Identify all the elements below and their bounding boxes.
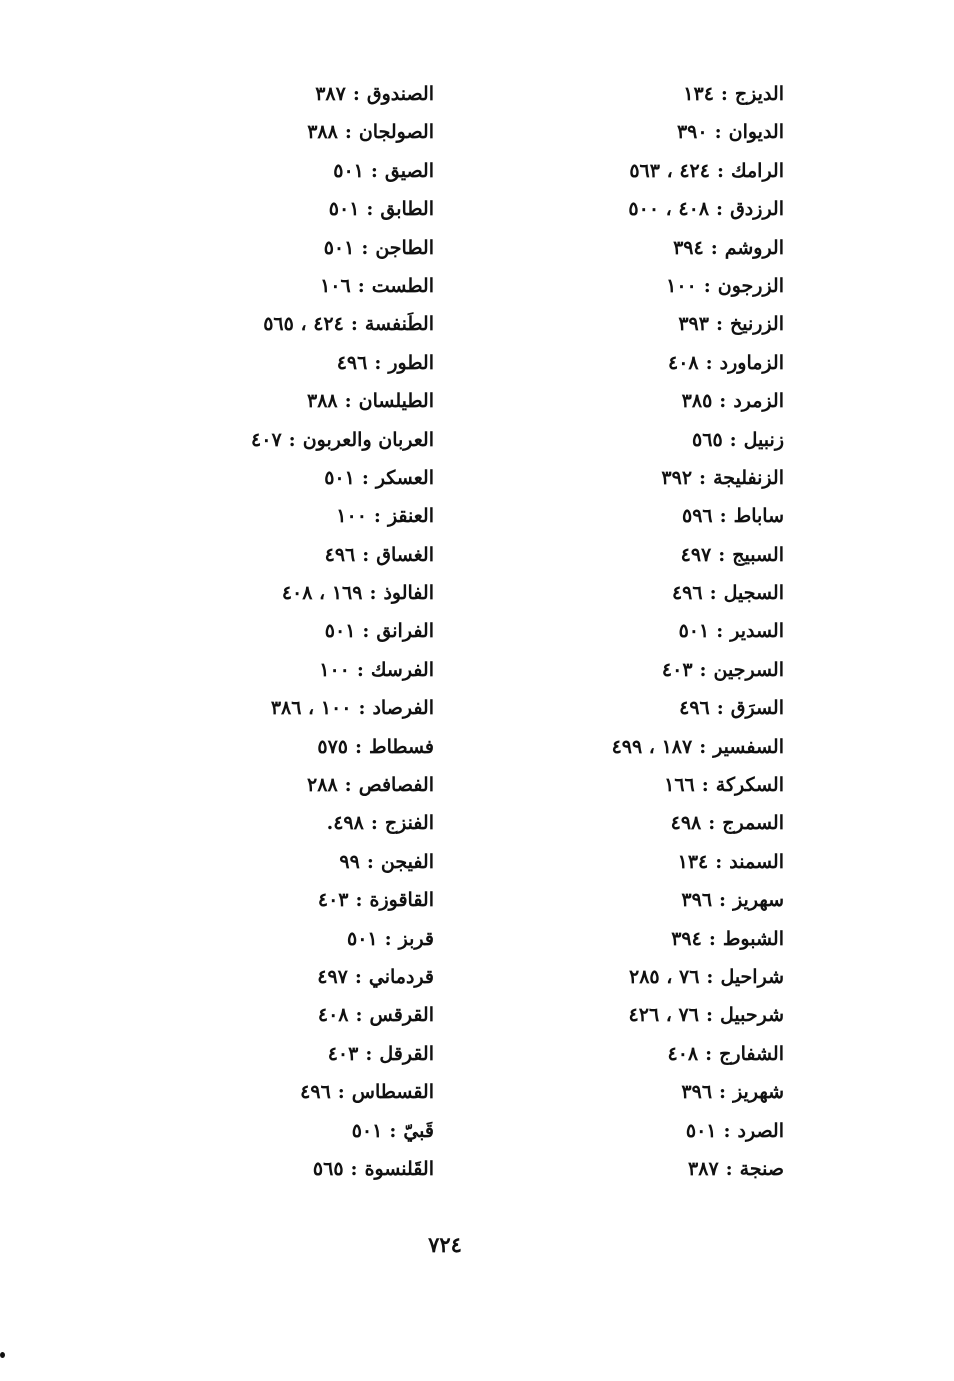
index-separator: : [357,274,365,297]
index-term: السكركة [715,774,784,797]
index-term: العربان والعربون [302,428,434,451]
index-entry [524,843,784,881]
index-separator: : [716,697,724,720]
index-page-refs: ٤٢٤ ، ٥٦٣ [629,159,710,182]
index-entry [174,267,434,305]
index-entry [524,574,784,612]
index-term: الشفارج [719,1042,784,1065]
index-entry [524,459,784,497]
index-separator: : [362,620,370,643]
index-column-left [174,75,434,1188]
index-page-refs: ١٣٤ [677,850,709,873]
index-entry [174,1112,434,1150]
index-separator: : [358,697,366,720]
index-separator: : [708,812,716,835]
index-page-refs: ١٦٩ ، ٤٠٨ [281,582,363,605]
index-term: فسطاط [369,735,434,758]
index-page-refs: ٤٩٧ [680,543,712,566]
index-term: الصولجان [358,121,434,144]
index-separator: : [710,236,718,259]
index-page-refs: ٥٠١ [323,236,355,259]
index-term: ساباط [733,505,784,528]
index-separator: : [719,390,727,413]
index-entry [174,459,434,497]
index-term: العنقز [387,505,434,528]
index-entry [174,612,434,650]
index-page-refs: ١٠٠ [666,274,697,297]
index-term: السمند [729,850,784,873]
index-term: الطاجن [375,236,434,259]
index-separator: : [361,466,369,489]
index-page-refs: ٣٩٦ [681,1081,713,1104]
index-entry [524,344,784,382]
index-page-refs: ٤٩٨ [670,812,702,835]
index-term: الزنفليجة [713,466,784,489]
index-column-right [524,75,784,1188]
index-entry [174,229,434,267]
index-separator: : [384,927,392,950]
index-entry [524,305,784,343]
index-page-refs: ٥٩٦ [682,505,713,528]
index-entry [174,1035,434,1073]
index-page-refs: ٤٠٨ [317,1004,349,1027]
index-entry [524,497,784,535]
index-separator: : [720,83,728,105]
index-entry [174,305,434,343]
index-separator: : [288,428,296,451]
index-term: الديوان [728,121,784,144]
index-term: الديزج [734,83,784,105]
index-term: الزرجون [717,274,784,297]
index-page-refs: ٤٠٣ [317,889,349,912]
index-term: القَلنسوة [364,1157,434,1180]
index-page-refs: ٤٩٦ [679,697,710,720]
index-separator: : [337,1081,345,1104]
index-separator: : [370,812,378,835]
index-entry [524,766,784,804]
index-separator: : [366,850,374,873]
index-entry [174,113,434,151]
index-term: الروشم [724,236,784,259]
index-separator: : [369,582,377,605]
index-entry [524,728,784,766]
index-separator: : [718,543,726,566]
index-entry [174,804,434,842]
index-term: الفرانق [376,620,434,643]
index-separator: : [352,83,360,105]
index-separator: : [719,1081,727,1104]
index-term: الرامك [730,159,784,182]
index-page-refs: ٤٠٨ [667,1042,699,1065]
index-separator: : [705,1042,713,1065]
index-entry [174,1073,434,1111]
index-term: الشبوط [722,927,784,950]
index-entry [174,1150,434,1188]
index-term: الصرد [737,1119,784,1142]
index-term: القاقوزة [369,889,434,912]
index-entry [524,113,784,151]
index-separator: : [366,198,374,221]
index-term: السجيل [723,582,784,605]
index-page-refs: ٥٠١ [328,198,360,221]
index-separator: : [715,850,723,873]
index-separator: : [350,1157,358,1180]
index-separator: : [729,428,737,451]
index-entry [174,728,434,766]
index-separator: : [725,1157,733,1180]
index-term: قَبيّ [403,1119,434,1142]
index-page-refs: ٣٨٧ [315,83,346,105]
index-page-refs: ٥٠١ [324,620,356,643]
index-page-refs: ٤٠٨ [668,351,699,374]
index-separator: : [350,313,358,336]
index-page-refs: ٥٠١ [333,159,364,182]
index-term: الفرصاد [372,697,434,720]
index-entry [524,536,784,574]
index-term: الزمرد [733,390,784,413]
index-entry [524,958,784,996]
index-entry [174,996,434,1034]
index-page-refs: ٩٩ [339,850,360,873]
index-term: الفرسك [370,658,434,681]
index-entry [524,421,784,459]
index-term: شراحيل [720,965,784,988]
index-entry [174,344,434,382]
index-entry [524,1073,784,1111]
index-entry [174,75,434,113]
index-page-refs: ٣٨٨ [306,390,338,413]
index-separator: : [354,965,362,988]
index-page-refs: ٤٠٧ [251,428,282,451]
index-separator: : [719,505,727,528]
index-term: الطست [371,274,434,297]
index-term: القسطاس [351,1081,434,1104]
index-entry [524,920,784,958]
index-entry [524,267,784,305]
index-term: القرقس [369,1004,434,1027]
index-separator: : [365,1042,373,1065]
index-term: صنجة [739,1157,784,1180]
index-page-refs: ٤٩٦ [671,582,703,605]
index-entry [524,1150,784,1188]
index-separator: : [355,889,363,912]
index-page-refs: ٣٩٤ [671,927,702,950]
index-entry [174,651,434,689]
index-page-refs: ٣٩٠ [676,121,708,144]
index-page-refs: ٣٩٤ [673,236,704,259]
index-entry [174,382,434,420]
index-page-refs: ٥٠١ [685,1119,717,1142]
index-page-refs: ٤٩٧ [317,965,348,988]
index-term: الصندوق [366,83,434,105]
index-term: الفنزج [384,812,434,835]
index-page-refs: ٤٩٦ [300,1081,331,1104]
index-page-refs: ١٠٠ [336,505,367,528]
index-term: العسكر [375,466,434,489]
index-page-refs: ١٨٧ ، ٤٩٩ [611,735,693,758]
index-separator: : [356,658,364,681]
index-entry [524,996,784,1034]
index-entry [174,497,434,535]
index-entry [524,190,784,228]
index-term: الطور [388,351,434,374]
index-separator: : [699,466,707,489]
index-separator: : [344,121,352,144]
index-separator: : [389,1119,397,1142]
index-entry [174,152,434,190]
index-separator: : [723,1119,731,1142]
index-term: الرزدق [730,198,784,221]
index-separator: : [716,620,724,643]
index-page-refs: ٥٠١ [351,1119,383,1142]
index-term: الفصافص [358,774,434,797]
index-page-refs: ٣٨٥ [681,390,713,413]
index-page-refs: ١٣٤ [683,83,714,105]
index-term: الزماورد [719,351,784,374]
index-separator: : [708,927,716,950]
index-term: السدير [730,620,784,643]
index-separator: : [716,159,724,182]
index-page-refs: ٣٨٧ [688,1157,719,1180]
index-page-refs: ٥٠١ [324,466,355,489]
index-separator: : [370,159,378,182]
index-separator: : [699,735,707,758]
index-entry [524,612,784,650]
index-page-refs: ٧٦ ، ٢٨٥ [629,965,700,988]
index-separator: : [699,658,707,681]
index-separator: : [705,1004,713,1027]
index-term: قربز [398,927,434,950]
index-page-refs: ٣٩٣ [678,313,709,336]
index-entry [524,804,784,842]
index-page-refs: ١٠٠ [319,658,350,681]
index-term: قردماني [368,965,434,988]
index-separator: : [716,198,724,221]
index-term: الغساق [376,543,434,566]
index-entry [174,766,434,804]
page-number: ٧٢٤ [428,1232,462,1257]
index-page-refs: ٤٩٦ [336,351,368,374]
index-term: الطَنفسة [364,313,434,336]
index-separator: : [701,774,709,797]
index-term: الصيق [384,159,434,182]
index-separator: : [705,351,713,374]
index-term: السفسير [713,735,784,758]
index-term: الطيلسان [358,390,434,413]
index-page-refs: ٤٢٤ ، ٥٦٥ [263,313,344,336]
index-entry [174,843,434,881]
index-page-refs: ١٠٠ ، ٣٨٦ [270,697,352,720]
index-separator: : [362,543,370,566]
index-term: شرحبيل [719,1004,784,1027]
index-page-refs: ٤٠٣ [327,1042,359,1065]
index-page-refs: ٥٧٥ [317,735,348,758]
index-term: السرَق [730,697,784,720]
index-entry [524,881,784,919]
index-page-refs: ٥٦٥ [312,1157,344,1180]
index-separator: : [355,735,363,758]
index-term: شهريز [733,1081,784,1104]
index-page-refs: ٣٩٢ [661,466,693,489]
index-entry [174,881,434,919]
index-entry [524,1112,784,1150]
index-term: الزرنيخ [729,313,784,336]
index-term: سهريز [733,889,784,912]
scan-speck [0,1352,5,1358]
index-term: زنبيل [743,428,784,451]
index-term: السبيج [732,543,784,566]
index-entry [524,75,784,113]
index-term: القرقل [379,1042,434,1065]
index-page-refs: ٤٩٨. [326,812,364,835]
index-entry [174,190,434,228]
index-page-refs: ٤٠٨ ، ٥٠٠ [628,198,710,221]
index-separator: : [714,121,722,144]
index-page-refs: ٣٨٨ [307,121,338,144]
index-entry [524,651,784,689]
index-term: الطابق [380,198,434,221]
index-separator: : [706,965,714,988]
index-entry [174,958,434,996]
index-separator: : [373,505,381,528]
index-separator: : [344,390,352,413]
index-term: السرجين [713,658,784,681]
index-entry [174,689,434,727]
index-entry [524,152,784,190]
index-entry [524,689,784,727]
index-separator: : [715,313,723,336]
index-page-refs: ٥٦٥ [692,428,723,451]
index-entry [524,382,784,420]
index-page-refs: ٥٠١ [347,927,378,950]
index-entry [524,229,784,267]
index-separator: : [709,582,717,605]
index-page-refs: ٧٦ ، ٤٢٦ [628,1004,699,1027]
index-page-refs: ١٠٦ [320,274,351,297]
index-separator: : [355,1004,363,1027]
index-term: الفالوذ [383,582,434,605]
index-entry [174,574,434,612]
index-page-refs: ٥٠١ [678,620,710,643]
index-term: الفيجن [380,850,434,873]
index-term: السمرج [722,812,784,835]
index-page-refs: ٢٨٨ [307,774,338,797]
index-separator: : [361,236,369,259]
index-entry [174,421,434,459]
index-entry [524,1035,784,1073]
index-page-refs: ٣٩٦ [681,889,713,912]
index-entry [174,920,434,958]
index-page-refs: ٤٠٣ [661,658,693,681]
index-separator: : [703,274,711,297]
index-page-refs: ٤٩٦ [324,543,356,566]
index-separator: : [344,774,352,797]
index-separator: : [719,889,727,912]
index-separator: : [374,351,382,374]
index-page-refs: ١٦٦ [664,774,695,797]
index-entry [174,536,434,574]
